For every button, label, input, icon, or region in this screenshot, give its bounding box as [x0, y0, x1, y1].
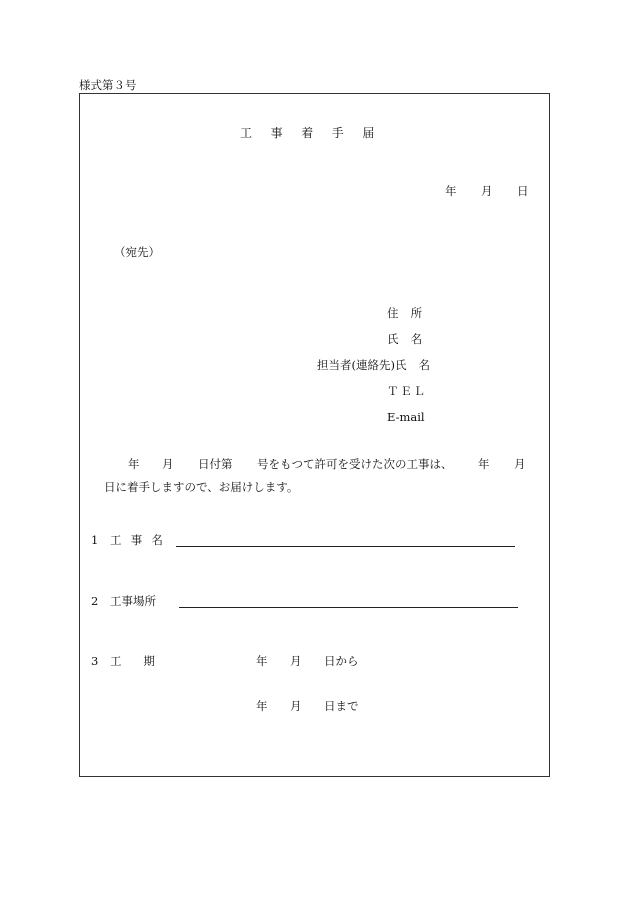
email-label: E-mail: [387, 410, 425, 424]
item-2-label: 工事場所: [110, 594, 156, 608]
contact-name-label: [317, 360, 430, 372]
construction-name-line[interactable]: [176, 546, 515, 547]
item-3-label: 工期: [110, 654, 177, 668]
body-line-1: [128, 459, 526, 471]
submission-date: [445, 186, 529, 198]
item-3-number: 3: [91, 654, 99, 668]
address-label: 住所: [387, 306, 435, 320]
date-month: 月: [481, 184, 493, 198]
end-day-suffix: 日まで: [324, 699, 359, 713]
form-title: 工事着手届: [240, 126, 394, 140]
item-1-label: 工事名: [110, 533, 173, 547]
body-permit-text: 号をもつて許可を受けた次の工事は、: [257, 457, 453, 471]
body-year-2: 年: [478, 457, 490, 471]
item-1-number: 1: [91, 533, 99, 547]
contact-label-tail: 名: [418, 358, 430, 372]
form-number: 様式第３号: [79, 78, 137, 92]
period-end: [256, 701, 359, 713]
body-line-2: 日に着手しますので、お届けします。: [104, 480, 299, 494]
start-year: 年: [256, 654, 268, 668]
addressee: （宛先）: [114, 245, 160, 259]
tel-label: ＴＥＬ: [387, 384, 427, 398]
body-month: 月: [162, 457, 174, 471]
end-month: 月: [290, 699, 302, 713]
period-start: [256, 656, 359, 668]
date-year: 年: [445, 184, 457, 198]
start-day-suffix: 日から: [324, 654, 359, 668]
date-day: 日: [517, 184, 529, 198]
start-month: 月: [290, 654, 302, 668]
name-label: 氏名: [387, 332, 435, 346]
contact-label-main: 担当者(連絡先)氏: [317, 358, 407, 372]
body-year: 年: [128, 457, 140, 471]
body-month-2: 月: [514, 457, 526, 471]
item-2-number: 2: [91, 594, 99, 608]
body-date-prefix: 日付第: [198, 457, 233, 471]
end-year: 年: [256, 699, 268, 713]
construction-location-line[interactable]: [179, 607, 518, 608]
